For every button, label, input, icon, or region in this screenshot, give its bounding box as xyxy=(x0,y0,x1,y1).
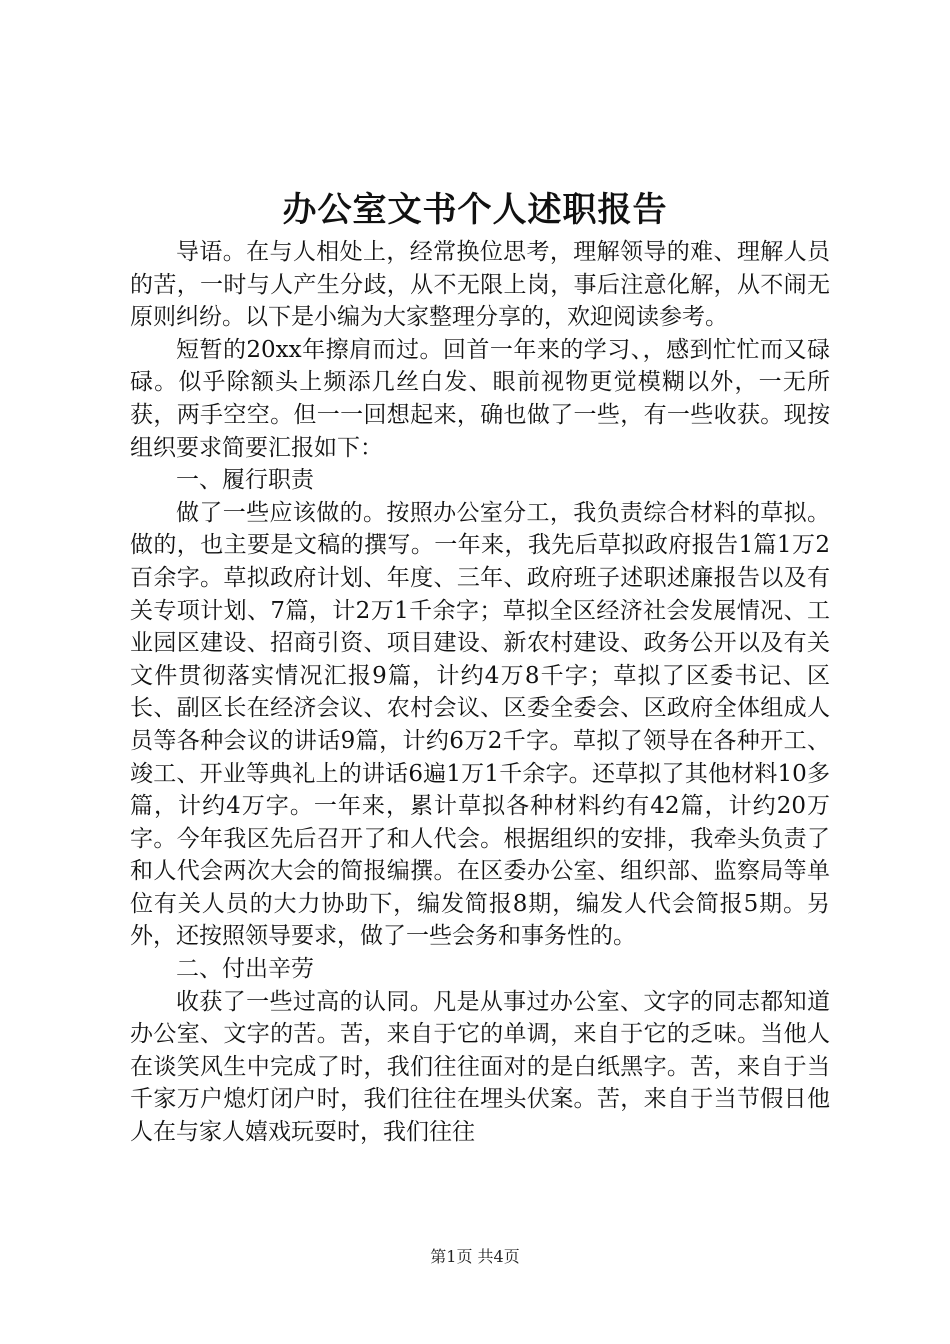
paragraph-duties: 做了一些应该做的。按照办公室分工，我负责综合材料的草拟。做的，也主要是文稿的撰写。一年来，我先后草拟政府报告1篇1万2百余字。草拟政府计划、年度、三年、政府班子述职述廉报告以及有关专项计划、7篇，计2万1千余字；草拟全区经济社会发展情况、工业园区建设、招商引资、项目建设、新农村建设、政务公开以及有关文件贯彻落实情况汇报9篇，计约4万8千字；草拟了区委书记、区长、副区长在经济会议、农村会议、区委全委会、区政府全体组成人员等各种会议的讲话9篇，计约6万2千字。草拟了领导在各种开工、竣工、开业等典礼上的讲话6遍1万1千余字。还草拟了其他材料10多篇，计约4万字。一年来，累计草拟各种材料约有42篇，计约20万字。今年我区先后召开了和人代会。根据组织的安排，我牵头负责了和人代会两次大会的简报编撰。在区委办公室、组织部、监察局等单位有关人员的大力协助下，编发简报8期，编发人代会简报5期。另外，还按照领导要求，做了一些会务和事务性的。 xyxy=(130,499,830,950)
section-heading-effort: 二、付出辛劳 xyxy=(176,956,314,983)
section-heading-duties: 一、履行职责 xyxy=(176,467,314,494)
paragraph-effort: 收获了一些过高的认同。凡是从事过办公室、文字的同志都知道办公室、文字的苦。苦，来自于它的单调，来自于它的乏味。当他人在谈笑风生中完成了时，我们往往面对的是白纸黑字。苦，来自于当千家万户熄灯闭户时，我们往往在埋头伏案。苦，来自于当节假日他人在与家人嬉戏玩耍时，我们往往 xyxy=(130,988,830,1146)
document-body xyxy=(130,236,830,1149)
page-footer: 第1页 共4页 xyxy=(430,1247,520,1266)
document-title: 办公室文书个人述职报告 xyxy=(282,190,668,230)
paragraph-summary: 短暂的20xx年擦肩而过。回首一年来的学习、，感到忙忙而又碌碌。似乎除额头上频添几丝白发、眼前视物更觉模糊以外，一无所获，两手空空。但一一回想起来，确也做了一些，有一些收获。现按组织要求简要汇报如下： xyxy=(130,336,830,461)
paragraph-intro: 导语。在与人相处上，经常换位思考，理解领导的难、理解人员的苦，一时与人产生分歧，从不无限上岗，事后注意化解，从不闹无原则纠纷。以下是小编为大家整理分享的，欢迎阅读参考。 xyxy=(130,239,830,331)
